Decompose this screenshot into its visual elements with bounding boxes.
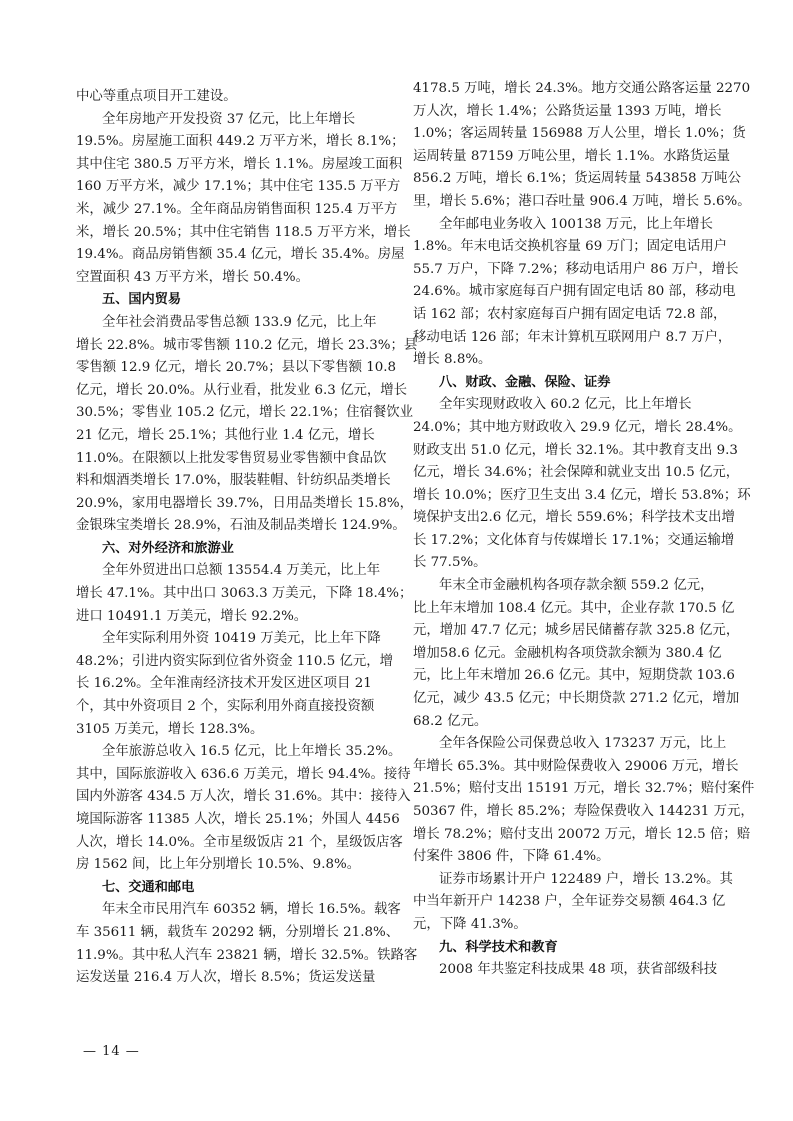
section-heading: 七、交通和邮电: [102, 879, 195, 895]
text-line: 全年外贸进出口总额 13554.4 万美元，比上年: [102, 563, 381, 579]
text-line: 55.7 万户，下降 7.2%；移动电话用户 86 万户，增长: [413, 261, 739, 277]
text-line: 财政支出 51.0 亿元，增长 32.1%。其中教育支出 9.3: [413, 442, 738, 458]
text-line: 境国际游客 11385 人次，增长 25.1%；外国人 4456: [76, 812, 400, 827]
section-heading: 六、对外经济和旅游业: [102, 540, 234, 556]
text-line: 比上年末增加 108.4 亿元。其中，企业存款 170.5 亿: [413, 600, 735, 616]
text-line: 亿元，增长 34.6%；社会保障和就业支出 10.5 亿元，: [413, 465, 740, 481]
text-line: 里，增长 5.6%；港口吞吐量 906.4 万吨，增长 5.6%。: [413, 193, 751, 209]
text-line: 中当年新开户 14238 户，全年证券交易额 464.3 亿: [413, 894, 726, 910]
text-line: 全年社会消费品零售总额 133.9 亿元，比上年: [102, 314, 377, 330]
text-line: 160 万平方米，减少 17.1%；其中住宅 135.5 万平方: [76, 179, 401, 195]
right-column: [413, 78, 755, 982]
text-line: 长 17.2%；文化体育与传媒增长 17.1%；交通运输增: [413, 532, 735, 548]
text-line: 全年实际利用外资 10419 万美元，比上年下降: [102, 631, 381, 647]
section-heading: 八、财政、金融、保险、证券: [439, 374, 611, 390]
text-line: 年增长 65.3%。其中财险保费收入 29006 万元，增长: [413, 758, 739, 774]
text-line: 进口 10491.1 万美元，增长 92.2%。: [76, 608, 308, 624]
text-line: 房 1562 间，比上年分别增长 10.5%、9.8%。: [76, 857, 361, 873]
text-line: 增长 10.0%；医疗卫生支出 3.4 亿元，增长 53.8%；环: [413, 487, 751, 503]
text-line: 20.9%，家用电器增长 39.7%，日用品类增长 15.8%，: [76, 495, 413, 511]
text-line: 元，下降 41.3%。: [413, 916, 527, 932]
text-line: 增长 78.2%；赔付支出 20072 万元，增长 12.5 倍；赔: [413, 826, 751, 842]
text-line: 年末全市民用汽车 60352 辆，增长 16.5%。载客: [102, 902, 401, 918]
text-line: 其中，国际旅游收入 636.6 万美元，增长 94.4%。接待: [76, 766, 411, 782]
text-line: 元，增加 47.7 亿元；城乡居民储蓄存款 325.8 亿元，: [413, 623, 740, 639]
text-line: 全年房地产开发投资 37 亿元，比上年增长: [102, 111, 356, 127]
text-line: 1.8%。年末电话交换机容量 69 万门；固定电话用户: [413, 239, 727, 255]
text-line: 30.5%；零售业 105.2 亿元，增长 22.1%；住宿餐饮业: [76, 405, 414, 421]
text-line: 运周转量 87159 万吨公里，增长 1.1%。水路货运量: [413, 148, 731, 164]
text-line: 米，减少 27.1%。全年商品房销售面积 125.4 万平方: [76, 201, 398, 217]
text-line: 19.5%。房屋施工面积 449.2 万平方米，增长 8.1%；: [76, 134, 405, 150]
text-line: 亿元，增长 20.0%。从行业看，批发业 6.3 亿元，增长: [76, 382, 408, 398]
text-line: 全年实现财政收入 60.2 亿元，比上年增长: [439, 397, 692, 413]
left-column: [76, 86, 418, 990]
text-line: 4178.5 万吨，增长 24.3%。地方交通公路客运量 2270: [413, 81, 751, 96]
text-line: 年末全市金融机构各项存款余额 559.2 亿元，: [439, 578, 714, 594]
text-line: 11.9%。其中私人汽车 23821 辆，增长 32.5%。铁路客: [76, 947, 418, 963]
text-line: 运发送量 216.4 万人次，增长 8.5%；货运发送量: [76, 970, 376, 986]
text-line: 24.6%。城市家庭每百户拥有固定电话 80 部，移动电: [413, 284, 736, 300]
text-line: 3105 万美元，增长 128.3%。: [76, 721, 264, 737]
text-line: 元，比上年末增加 26.6 亿元。其中，短期贷款 103.6: [413, 668, 735, 684]
text-line: 车 35611 辆，载货车 20292 辆，分别增长 21.8%、: [76, 924, 400, 940]
text-line: 21 亿元，增长 25.1%；其他行业 1.4 亿元，增长: [76, 427, 375, 443]
text-line: 2008 年共鉴定科技成果 48 项，获省部级科技: [439, 962, 718, 978]
text-line: 零售额 12.9 亿元，增长 20.7%；县以下零售额 10.8: [76, 360, 397, 376]
text-line: 个，其中外资项目 2 个，实际利用外商直接投资额: [76, 699, 375, 715]
text-line: 亿元，减少 43.5 亿元；中长期贷款 271.2 亿元，增加: [413, 691, 740, 707]
text-line: 856.2 万吨，增长 6.1%；货运周转量 543858 万吨公: [413, 171, 741, 187]
text-line: 21.5%；赔付支出 15191 万元，增长 32.7%；赔付案件: [413, 781, 755, 797]
text-line: 料和烟酒类增长 17.0%，服装鞋帽、针纺织品类增长: [76, 473, 391, 489]
text-line: 中心等重点项目开工建设。: [76, 89, 237, 104]
text-line: 全年旅游总收入 16.5 亿元，比上年增长 35.2%。: [102, 744, 402, 760]
text-line: 全年各保险公司保费总收入 173237 万元，比上: [439, 736, 727, 752]
text-line: 境保护支出2.6 亿元，增长 559.6%；科学技术支出增: [413, 510, 735, 526]
text-line: 11.0%。在限额以上批发零售贸易业零售额中食品饮: [76, 450, 387, 466]
text-line: 增长 8.8%。: [413, 352, 492, 368]
page-number: — 14 —: [83, 1044, 140, 1059]
text-line: 万人次，增长 1.4%；公路货运量 1393 万吨，增长: [413, 103, 722, 119]
text-line: 增加58.6 亿元。金融机构各项贷款余额为 380.4 亿: [413, 645, 722, 661]
text-line: 全年邮电业务收入 100138 万元，比上年增长: [439, 216, 713, 232]
text-line: 人次，增长 14.0%。全市星级饭店 21 个，星级饭店客: [76, 834, 403, 850]
text-line: 48.2%；引进内资实际到位省外资金 110.5 亿元，增: [76, 653, 394, 669]
text-line: 话 162 部；农村家庭每百户拥有固定电话 72.8 部，: [413, 306, 727, 322]
text-line: 米，增长 20.5%；其中住宅销售 118.5 万平方米，增长: [76, 224, 411, 240]
text-line: 长 16.2%。全年淮南经济技术开发区进区项目 21: [76, 676, 372, 692]
text-line: 长 77.5%。: [413, 555, 487, 571]
text-line: 移动电话 126 部；年末计算机互联网用户 8.7 万户，: [413, 329, 732, 345]
section-heading: 五、国内贸易: [102, 292, 182, 308]
text-line: 1.0%；客运周转量 156988 万人公里，增长 1.0%；货: [413, 126, 746, 142]
text-line: 19.4%。商品房销售额 35.4 亿元，增长 35.4%。房屋: [76, 247, 405, 263]
text-line: 其中住宅 380.5 万平方米，增长 1.1%。房屋竣工面积: [76, 156, 403, 172]
text-line: 付案件 3806 件，下降 61.4%。: [413, 849, 610, 865]
text-line: 空置面积 43 万平方米，增长 50.4%。: [76, 269, 310, 285]
text-line: 证券市场累计开户 122489 户，增长 13.2%。其: [439, 871, 733, 887]
text-line: 增长 47.1%。其中出口 3063.3 万美元，下降 18.4%；: [76, 586, 413, 602]
text-line: 68.2 亿元。: [413, 713, 488, 729]
text-line: 增长 22.8%。城市零售额 110.2 亿元，增长 23.3%；县: [76, 337, 418, 353]
text-line: 50367 件，增长 85.2%；寿险保费收入 144231 万元，: [413, 804, 754, 819]
section-heading: 九、科学技术和教育: [439, 939, 558, 955]
text-line: 金银珠宝类增长 28.9%，石油及制品类增长 124.9%。: [76, 518, 406, 534]
text-line: 国内外游客 434.5 万人次，增长 31.6%。其中：接待入: [76, 789, 411, 805]
text-line: 24.0%；其中地方财政收入 29.9 亿元，增长 28.4%。: [413, 419, 742, 435]
